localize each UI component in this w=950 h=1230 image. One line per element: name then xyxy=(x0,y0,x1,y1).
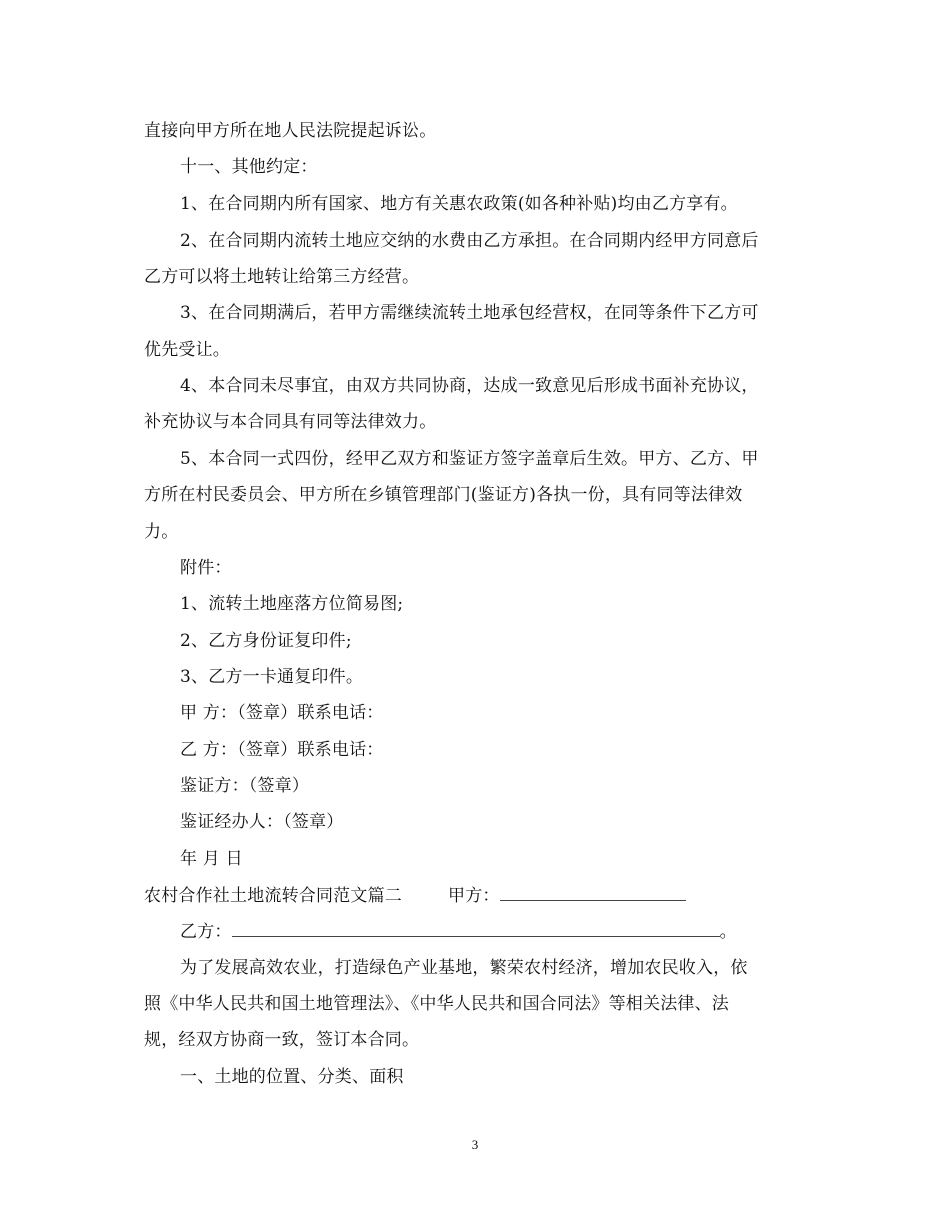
party-b-label: 乙方： xyxy=(180,922,232,942)
intro-line: 为了发展高效农业，打造绿色产业基地，繁荣农村经济，增加农民收入，依 xyxy=(180,958,748,978)
attachment-heading: 附件： xyxy=(180,558,232,578)
signature-line-party-b: 乙 方：（签章）联系电话： xyxy=(180,740,384,760)
signature-line-agent: 鉴证经办人：（签章） xyxy=(180,812,344,832)
clause-line: 1、在合同期内所有国家、地方有关惠农政策(如各种补贴)均由乙方享有。 xyxy=(180,194,738,214)
section-heading: 一、土地的位置、分类、面积 xyxy=(180,1067,404,1087)
clause-line: 力。 xyxy=(144,522,179,542)
signature-line-party-a: 甲 方：（签章）联系电话： xyxy=(180,703,384,723)
clause-line: 优先受让。 xyxy=(144,340,230,360)
clause-line: 3、在合同期满后，若甲方需继续流转土地承包经营权，在同等条件下乙方可 xyxy=(180,303,759,323)
attachment-item: 3、乙方一卡通复印件。 xyxy=(180,667,364,687)
clause-line: 5、本合同一式四份，经甲乙双方和鉴证方签字盖章后生效。甲方、乙方、甲 xyxy=(180,449,759,469)
clause-line: 补充协议与本合同具有同等法律效力。 xyxy=(144,412,437,432)
clause-line: 4、本合同未尽事宜，由双方共同协商，达成一致意见后形成书面补充协议， xyxy=(180,376,759,396)
date-line: 年 月 日 xyxy=(180,849,243,869)
party-b-row xyxy=(180,920,737,943)
party-b-end: 。 xyxy=(719,922,737,942)
paragraph-line: 直接向甲方所在地人民法院提起诉讼。 xyxy=(144,121,437,141)
party-a-blank xyxy=(500,884,686,901)
clause-line: 2、在合同期内流转土地应交纳的水费由乙方承担。在合同期内经甲方同意后 xyxy=(180,231,759,251)
intro-line: 规，经双方协商一致，签订本合同。 xyxy=(144,1030,420,1050)
intro-line: 照《中华人民共和国土地管理法》、《中华人民共和国合同法》等相关法律、法 xyxy=(144,994,729,1014)
signature-line-witness: 鉴证方：（签章） xyxy=(180,776,310,796)
clause-line: 乙方可以将土地转让给第三方经营。 xyxy=(144,267,420,287)
section-two-title: 农村合作社土地流转合同范文篇二 xyxy=(144,886,402,906)
section-heading: 十一、其他约定： xyxy=(180,157,318,177)
attachment-item: 2、乙方身份证复印件; xyxy=(180,631,352,651)
attachment-item: 1、流转土地座落方位简易图; xyxy=(180,594,404,614)
party-b-blank xyxy=(232,920,720,937)
clause-line: 方所在村民委员会、甲方所在乡镇管理部门(鉴证方)各执一份，具有同等法律效 xyxy=(144,485,743,505)
party-a-label: 甲方： xyxy=(448,886,500,906)
section-two-title-row xyxy=(144,884,686,907)
page-number: 3 xyxy=(471,1137,479,1152)
